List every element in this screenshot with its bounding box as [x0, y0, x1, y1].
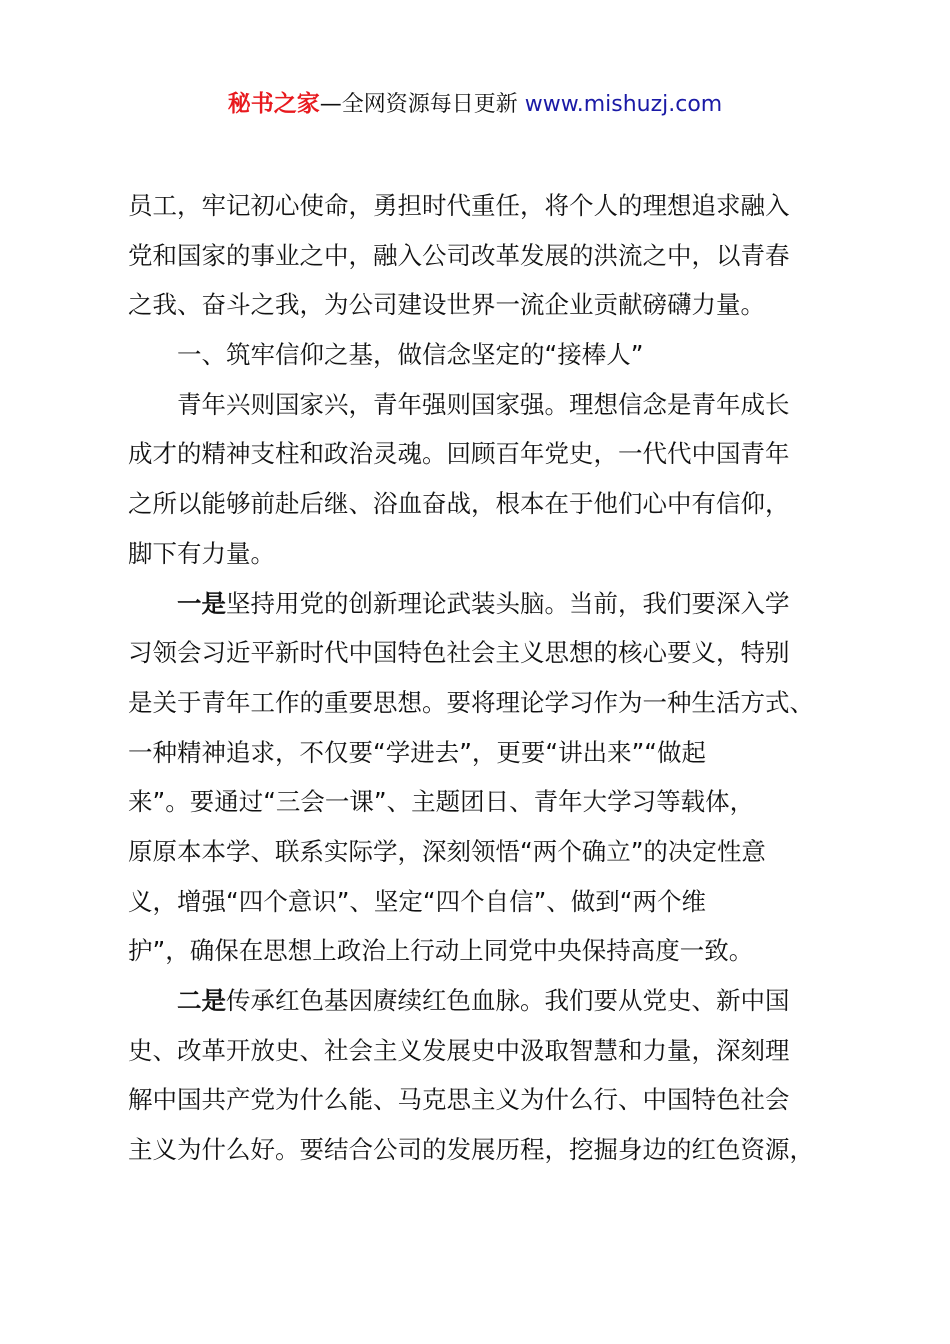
brand-name: 秘书之家: [227, 91, 320, 117]
header-tagline: —全网资源每日更新: [319, 92, 525, 117]
text-line: 脚下有力量。: [128, 538, 275, 568]
text-line: 解中国共产党为什么能、马克思主义为什么行、中国特色社会: [128, 1085, 790, 1115]
text-line: 史、改革开放史、社会主义发展史中汲取智慧和力量，深刻理: [128, 1035, 790, 1065]
text-line: 党和国家的事业之中，融入公司改革发展的洪流之中，以青春: [128, 240, 790, 270]
text-line: 原原本本学、联系实际学，深刻领悟“两个确立”的决定性意: [128, 836, 766, 866]
section-heading: 一、筑牢信仰之基，做信念坚定的“接棒人”: [177, 340, 644, 370]
paragraph-text: 坚持用党的创新理论武装头脑。当前，我们要深入学: [226, 588, 790, 618]
paragraph-lead: 一是: [177, 588, 226, 618]
text-line: 义，增强“四个意识”、坚定“四个自信”、做到“两个维: [128, 886, 706, 916]
paragraph-first-line: [128, 976, 828, 1026]
text-line: 成才的精神支柱和政治灵魂。回顾百年党史，一代代中国青年: [128, 439, 790, 469]
paragraph-text: 传承红色基因赓续红色血脉。我们要从党史、新中国: [226, 986, 790, 1015]
text-line: 之我、奋斗之我，为公司建设世界一流企业贡献磅礴力量。: [128, 290, 765, 320]
document-body: [128, 181, 828, 1175]
page-header: [0, 86, 950, 123]
text-line: 一种精神追求，不仅要“学进去”，更要“讲出来”“做起: [128, 737, 706, 767]
text-line: 来”。要通过“三会一课”、主题团日、青年大学习等载体，: [128, 787, 755, 817]
text-line: 是关于青年工作的重要思想。要将理论学习作为一种生活方式、: [128, 687, 814, 717]
text-line: 之所以能够前赴后继、浴血奋战，根本在于他们心中有信仰，: [128, 489, 790, 519]
text-line: 习领会习近平新时代中国特色社会主义思想的核心要义，特别: [128, 638, 790, 668]
text-line: 主义为什么好。要结合公司的发展历程，挖掘身边的红色资源，: [128, 1135, 814, 1165]
paragraph-first-line: [128, 579, 828, 629]
text-line: 青年兴则国家兴，青年强则国家强。理想信念是青年成长: [177, 389, 790, 419]
header-url[interactable]: www.mishuzj.com: [524, 92, 723, 117]
text-line: 员工，牢记初心使命，勇担时代重任，将个人的理想追求融入: [128, 191, 790, 220]
text-line: 护”，确保在思想上政治上行动上同党中央保持高度一致。: [128, 936, 754, 966]
paragraph-lead: 二是: [177, 986, 226, 1015]
